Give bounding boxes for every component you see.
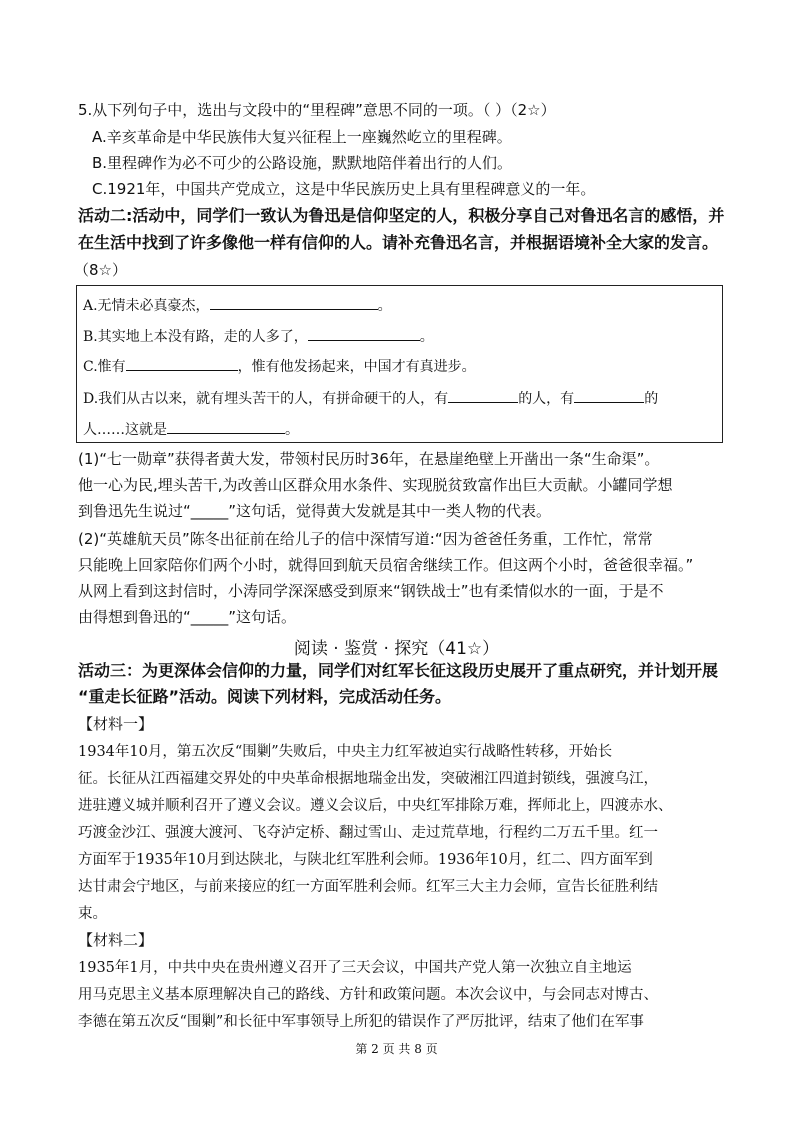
quote-box (76, 285, 723, 443)
quote-b (83, 326, 434, 346)
quote-d-blank-1[interactable] (448, 388, 518, 403)
quote-c-end: ，惟有他发扬起来，中国才有真进步。 (237, 359, 476, 375)
material2-line2: 用马克思主义基本原理解决自己的路线、方针和政策问题。本次会议中，与会同志对博古、 (78, 987, 658, 1003)
quote-c-blank[interactable] (126, 356, 238, 371)
quote-c-text: C.惟有 (83, 359, 126, 375)
quote-c (83, 356, 476, 376)
quote-b-end: 。 (419, 329, 434, 345)
material2-line3: 李德在第五次反“围剿”和长征中军事领导上所犯的错误作了严厉批评，结束了他们在军事 (78, 1014, 644, 1030)
quote-e-blank[interactable] (167, 419, 285, 434)
page-footer: 第 2 页 共 8 页 (355, 1042, 438, 1056)
material1-line7: 束。 (78, 906, 107, 922)
activity2-score: （8☆） (74, 261, 127, 279)
para2-line1: (2)“英雄航天员”陈冬出征前在给儿子的信中深情写道:“因为爸爸任务重，工作忙，常常 (78, 530, 653, 548)
material1-line2: 征。长征从江西福建交界处的中央革命根据地瑞金出发，突破湘江四道封锁线，强渡乌江， (78, 771, 658, 787)
quote-d-mid: 的人，有 (518, 391, 575, 407)
quote-d-blank-2[interactable] (574, 388, 644, 403)
quote-a-blank[interactable] (210, 295, 378, 310)
q5-option-c: C.1921年，中国共产党成立，这是中华民族历史上具有里程碑意义的一年。 (92, 180, 596, 198)
para1-line1: (1)“七一勋章”获得者黄大发，带领村民历时36年，在悬崖绝壁上开凿出一条“生命渠”。 (78, 450, 660, 468)
material1-line3: 进驻遵义城并顺利召开了遵义会议。遵义会议后，中央红军排除万难，挥师北上，四渡赤水、 (78, 798, 673, 814)
material1-line4: 巧渡金沙江、强渡大渡河、飞夺泸定桥、翻过雪山、走过荒草地，行程约二万五千里。红一 (78, 825, 658, 841)
q5-stem: 5.从下列句子中，选出与文段中的“里程碑”意思不同的一项。（ ）（2☆） (78, 101, 556, 119)
activity2-line1: 活动二:活动中，同学们一致认为鲁迅是信仰坚定的人，积极分享自己对鲁迅名言的感悟，并 (78, 206, 725, 225)
activity3-line1: 活动三：为更深体会信仰的力量，同学们对红军长征这段历史展开了重点研究，并计划开展 (78, 661, 719, 680)
q5-option-b: B.里程碑作为必不可少的公路设施，默默地陪伴着出行的人们。 (92, 154, 513, 172)
para1-line2: 他一心为民,埋头苦干,为改善山区群众用水条件、实现脱贫致富作出巨大贡献。小罐同学想 (78, 476, 673, 494)
quote-a-text: A.无情未必真豪杰， (83, 298, 210, 314)
para2-line2: 只能晚上回家陪你们两个小时，就得回到航天员宿舍继续工作。但这两个小时，爸爸很幸福。” (78, 556, 694, 574)
para1-line3: 到鲁迅先生说过“_____”这句话，觉得黄大发就是其中一类人物的代表。 (78, 502, 552, 520)
quote-d-text: D.我们从古以来，就有埋头苦干的人，有拼命硬干的人，有 (83, 391, 449, 407)
quote-b-blank[interactable] (308, 326, 420, 341)
material1-title: 【材料一】 (78, 715, 154, 733)
quote-e (83, 419, 299, 439)
material2-title: 【材料二】 (78, 931, 154, 949)
q5-option-a: A.辛亥革命是中华民族伟大复兴征程上一座巍然屹立的里程碑。 (92, 128, 512, 146)
activity2-line2: 在生活中找到了许多像他一样有信仰的人。请补充鲁迅名言，并根据语境补全大家的发言。 (78, 233, 719, 252)
quote-d (83, 388, 658, 408)
quote-a-end: 。 (377, 298, 392, 314)
material1-line1: 1934年10月，第五次反“围剿”失败后，中央主力红军被迫实行战略性转移，开始长 (78, 744, 613, 760)
section-title: 阅读 · 鉴赏 · 探究（41☆） (293, 639, 500, 659)
material1-line5: 方面军于1935年10月到达陕北，与陕北红军胜利会师。1936年10月，红二、四方面军到 (78, 852, 653, 868)
quote-b-text: B.其实地上本没有路，走的人多了， (83, 329, 308, 345)
para2-line3: 从网上看到这封信时，小涛同学深深感受到原来“钢铁战士”也有柔情似水的一面，于是不 (78, 582, 664, 600)
para2-line4: 由得想到鲁迅的“_____”这句话。 (78, 608, 297, 626)
quote-e-end: 。 (285, 422, 299, 438)
quote-e-text: 人……这就是 (83, 422, 167, 438)
activity3-line2: “重走长征路”活动。阅读下列材料，完成活动任务。 (78, 687, 452, 706)
material2-line1: 1935年1月，中共中央在贵州遵义召开了三天会议，中国共产党人第一次独立自主地运 (78, 960, 632, 976)
material1-line6: 达甘肃会宁地区，与前来接应的红一方面军胜利会师。红军三大主力会师，宣告长征胜利结 (78, 879, 658, 895)
quote-d-end: 的 (644, 391, 659, 407)
quote-a (83, 295, 392, 315)
